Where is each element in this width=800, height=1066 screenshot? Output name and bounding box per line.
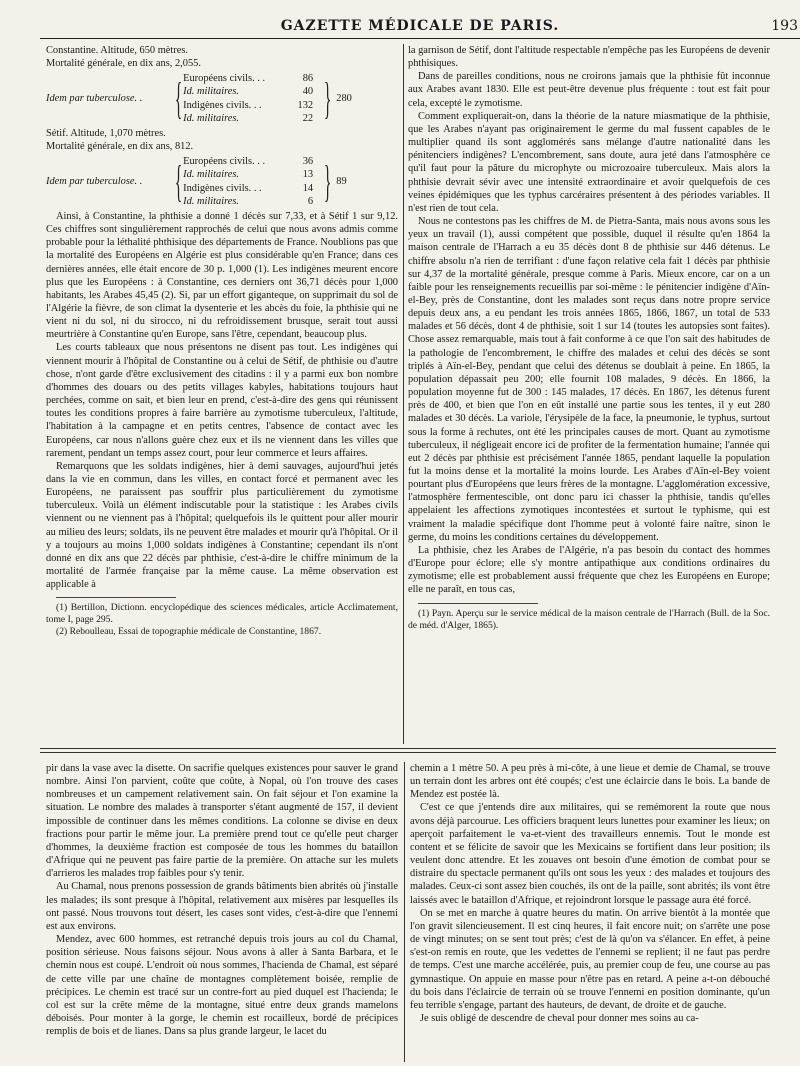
paragraph: pir dans la vase avec la disette. On sacrifie quelques existences pour sauver le grand nombre. Ainsi l'on parvient, coûte que coûte, à Nopal, où l'on trouve des cases nombreuses et un campement relativement sain. On fait séjour et l'on examine la situation. Le nombre des malades à transporter s'étant augmenté de 157, il devient impossible de continuer dans les mêmes conditions. La colonne se divise en deux fractions pour partir le même jour. La première prend tout ce qu'elle peut charger d'hommes, la deuxième fraction est composée de tous les hommes du bataillon d'Afrique qui ne peuvent pas faire partie de la première. On attache sur les mulets d'arrieros les malades trop faibles pour s'y tenir. (46, 763, 398, 880)
table-row: Indigènes civils. . . 14 (183, 182, 314, 194)
table-row: Id. militaires. 13 (183, 169, 314, 181)
column-top-right (408, 44, 770, 632)
paragraph: La phthisie, chez les Arabes de l'Algérie, n'a pas besoin du contact des hommes d'Europe pour éclore; elle s'y montre antipathique aux conditions ordinaires du zymotisme; elle est probablement aussi fréquente que chez les Européens en Europe; elle ne paraît, en tous cas, (408, 544, 770, 596)
brace-open: { (174, 156, 183, 206)
brace-open: { (174, 73, 183, 123)
setif-table (46, 155, 398, 208)
paragraph: C'est ce que j'entends dire aux militaires, qui se remémorent la route que nous avons déjà parcourue. Les officiers braquent leurs lunettes pour examiner les lieux; on aperçoit parfaitement le va-et-vient des travailleurs ennemis. Tout le monde est content et se félicite de savoir que les Mexicains se fortifient dans leur position; ils veulent donc attendre. Et les zouaves ont besoin d'une émotion de combat pour se distraire du spectacle permanent qu'ils ont sous les yeux : des malades et toujours des malades. Ceux-ci sont assez bien couchés, ils ont de la paille, sont abrités; ils vont être laissés avec le bataillon d'Afrique, et rejoindront lorsque le passage aura été forcé. (410, 802, 770, 906)
paragraph: Comment expliquerait-on, dans la théorie de la nature miasmatique de la phthisie, que les Arabes n'ayant pas originairement le germe du mal fussent capables de le multiplier quand ils sont agglomérés sans mélange d'autre nationalité dans les pénitenciers indigènes? L'encombrement, sans doute, aura jeté dans l'atmosphère ce qu'il faut pour la pâture du microphyte ou microzoaire tuberculeux. Mais alors la phthisie devrait sévir avec une intensité extraordinaire et avoir quelquefois de ces veines épidémiques que les typhus carcéraires présentent à des périodes variables. Il n'est rien de tout cela. (408, 110, 770, 214)
paragraph: Mendez, avec 600 hommes, est retranché depuis trois jours au col du Chamal, position sérieuse. Nous faisons séjour. Nous avons à aller à Santa Barbara, et le chemin nous est coupé. L'endroit où nous sommes, l'hacienda de Chamal, est séparé de cette ville par une chaîne de montagnes complètement boisée, remplie de précipices. Le chemin est tracé sur un contre-fort au pied duquel est l'hacienda; le col est sur la crête même de la montagne, situé entre deux grands mamelons déboisés. Pour monter à la gorge, le chemin est rocailleux, bordé de précipices remplis de bois et de lianes. Dans sa plus grande largeur, le lacet du (46, 934, 398, 1038)
setif-total: 89 (336, 175, 347, 187)
column-top-left (46, 44, 398, 638)
section-divider (40, 752, 776, 753)
section-divider (40, 748, 776, 749)
paragraph: Nous ne contestons pas les chiffres de M. de Pietra-Santa, mais nous avons sous les yeux un travail (1), aussi compétent que possible, duquel il résulte qu'en 1864 la maison centrale de l'Harrach a eu 35 décès dont 8 de phthisie sur 446 détenus. Le chiffre absolu n'a rien de terrifiant : d'une façon relative cela fait 1 décès par phthisie sur 4,37 de la mortalité générale, presque comme à Paris. Mieux encore, car on a un faible pour les renseignements recueillis par soi-même : le pénitencier indigène d'Aïn-el-Bey, près de Constantine, dont les malades sont reçus dans notre propre service depuis deux ans, a eu pendant les trois années 1865, 1866, 1867, un total de 533 malades et 56 décès, dont 4 de phthisie, soit 1 sur 14 (toutes les autopsies sont faites). Chose assez remarquable, mais tout à fait conforme à ce que l'on sait des habitudes de la pathologie de l'encombrement, le chiffre des malades et celui des décès se sont triplés à Aïn-el-Bey, pendant que celui des détenus se doublait à peine. En 1865, la population dépassait peu 200; elle fournit 108 malades, 9 décès. En 1866, la population moyenne fut de 300 : 145 malades, 17 décès. En 1867, les détenus furent près de 400, et bien que l'on en eût installé une partie sous les tentes, il y eut 280 malades et 30 décès. La variole, l'érysipèle de la face, la pneumonie, le typhus, surtout sous la forme à rechutes, ont été les principales causes de mort. Quant au zymotisme tuberculeux, il négligeait encore ici de profiter de la fermentation humaine; l'année qui eut 2 décès par phthisie est précisément l'année 1865, pendant laquelle la population fut la moins dense et la mortalité la moins lourde. Les Arabes d'Aïn-el-Bey voient pourtant plus d'Européens que leurs frères de la montagne. L'agglomération excessive, l'atmosphère fermentescible, ont donc paru ici chasser la phthisie, tandis qu'elles appelaient les affections zymotiques incontestées et surtout le typhisme, qui est vraiment la maladie spécifique dont l'homme peut à volonté faire naître, sinon le germe, du moins les conditions certaines du développement. (408, 216, 770, 543)
paragraph: la garnison de Sétif, dont l'altitude respectable n'empêche pas les Européens de devenir phthisiques. (408, 45, 770, 70)
setif-table-label: Idem par tuberculose. . (46, 175, 143, 187)
paragraph: Au Chamal, nous prenons possession de grands bâtiments bien abrités où j'installe les malades; ils sont presque à l'hôpital, relativement aux misères par lesquelles ils ont passé. Nous trouvons tout désert, les cases sont vides, c'est-à-dire que l'ennemi est aux environs. (46, 881, 398, 932)
column-bottom-right (410, 762, 770, 1025)
paragraph: On se met en marche à quatre heures du matin. On arrive bientôt à la montée que l'on gravit silencieusement. Il est cinq heures, il fait encore nuit; on s'arrête une pose de vingt minutes; on se sent tout près; c'est de là qu'on va s'élancer. En effet, à peine s'est-on remis en route, que les vedettes de l'ennemi se replient; il ne faut pas perdre de temps. C'est une marche accélérée, puis, au premier coup de feu, une course au pas gymnastique. On appuie en masse pour n'être pas en retard. A peine a-t-on débouché du bois dans l'éclaircie de terrain où se trouve l'ennemi en position dominante, qu'un feu terrible s'engage, partant des hauteurs, de devant, de droite et de gauche. (410, 907, 770, 1011)
table-row: Id. militaires. 22 (183, 112, 314, 124)
constantine-table-label: Idem par tuberculose. . (46, 93, 143, 105)
page-title: GAZETTE MÉDICALE DE PARIS. (280, 18, 560, 34)
table-row: Européens civils. . . 36 (183, 156, 314, 168)
table-row: Id. militaires. 40 (183, 86, 314, 98)
column-bottom-left (46, 762, 398, 1038)
footnote: (2) Reboulleau, Essai de topographie médicale de Constantine, 1867. (56, 626, 322, 638)
paragraph: Dans de pareilles conditions, nous ne croirons jamais que la phthisie fût inconnue aux Arabes avant 1830. Elle est peut-être devenue plus fréquente : tout est fait pour cela, excepté le zymotisme. (408, 71, 770, 109)
constantine-total: 280 (336, 93, 352, 105)
paragraph: chemin a 1 mètre 50. A peu près à mi-côte, à une lieue et demie de Chamal, se trouve un terrain dont les arbres ont été coupés; c'est une éclaircie dans le bois. La bande de Mendez est postée là. (410, 763, 770, 801)
constantine-mortality: Mortalité générale, en dix ans, 2,055. (46, 58, 201, 70)
table-row: Indigènes civils. . . 132 (183, 99, 314, 111)
footnote: (1) Payn. Aperçu sur le service médical de la maison centrale de l'Harrach (Bull. de la Soc. de méd. d'Alger, 1865). (408, 607, 770, 631)
setif-mortality: Mortalité générale, en dix ans, 812. (46, 141, 194, 153)
paragraph: Je suis obligé de descendre de cheval pour donner mes soins au ca- (420, 1012, 699, 1024)
page-number: 193 (771, 18, 798, 34)
paragraph: Remarquons que les soldats indigènes, hier à demi sauvages, aujourd'hui jetés dans la vie en commun, dans les villes, en contact forcé et permanent avec les Européens, ne paraissent pas souffrir plus particulièrement du zymotisme tuberculeux. Voilà un élément indiscutable pour la statistique : les Arabes civils viennent ou ne viennent pas à l'hôpital; quelquefois ils le quittent pour aller mourir au milieu des leurs; soldats, ils ne peuvent être malades et mourir qu'à l'hôpital. Or il y a toujours au moins 1,000 soldats indigènes à Constantine; cependant ils n'ont donné en dix ans que 22 décès par phthisie, c'est-à-dire le chiffre minimum de la mortalité de l'armée française par la même cause. La même observation est applicable à (46, 460, 398, 591)
column-divider (404, 762, 405, 1062)
constantine-table (46, 72, 398, 125)
paragraph: Les courts tableaux que nous présentons ne disent pas tout. Les indigènes qui viennent mourir à l'hôpital de Constantine ou à celui de Sétif, de phthisie ou d'autre chose, n'ont garde d'être exclusivement des citadins : il y a parmi eux bon nombre d'hommes des douars ou des petits villages kabyles, habitations toujours haut perchées, comme on sait, et bien leur en prend, c'est-à-dire des gens qui réunissent toutes les conditions propres à faire barrière au zymotisme tuberculeux, l'altitude, l'habitation à la campagne et en petits centres, l'absence de contact avec les Européens, car nous n'allons guère chez eux et ils ne viennent dans les villes que rarement, pendant un temps assez court, pour leur commerce et leurs affaires. (46, 342, 398, 459)
table-row: Id. militaires. 6 (183, 195, 314, 207)
table-row: Européens civils. . . 86 (183, 73, 314, 85)
footnote-divider (418, 603, 538, 604)
paragraph: Ainsi, à Constantine, la phthisie a donné 1 décès sur 7,33, et à Sétif 1 sur 9,12. Ces chiffres sont singulièrement rapprochés de celui que nous avons admis comme probable pour la léthalité phthisique des départements de France. Noublions pas que la mortalité des Européens en Algérie est plus considérable qu'en France; dans ces dernières années, elle était encore de 30 p. 1,000 (1). Les indigènes meurent encore plus que les Européens : à Constantine, ces derniers ont 36,71 décès pour 1,000 habitants, les Arabes 45,45 (2). Si, par un effort giganteque, on supprimait du sol de l'Algérie la fièvre, de son climat la dysenterie et les abcès du foie, la phthisie qui ne vient ni du sol, ni du sirocco, ni du refroidissement brusque, serait tout aussi meurtrière à Constantine qu'en Europe, sans l'être, cependant, beaucoup plus. (46, 210, 398, 341)
page-header (40, 14, 800, 39)
brace-close: } (323, 156, 332, 206)
setif-altitude: Sétif. Altitude, 1,070 mètres. (46, 127, 166, 139)
column-divider (403, 44, 404, 744)
footnote: (1) Bertillon, Dictionn. encyclopédique des sciences médicales, article Acclimatement, tome I, page 295. (46, 602, 398, 626)
brace-close: } (323, 73, 332, 123)
constantine-altitude: Constantine. Altitude, 650 mètres. (46, 45, 188, 56)
footnote-divider (56, 597, 176, 598)
